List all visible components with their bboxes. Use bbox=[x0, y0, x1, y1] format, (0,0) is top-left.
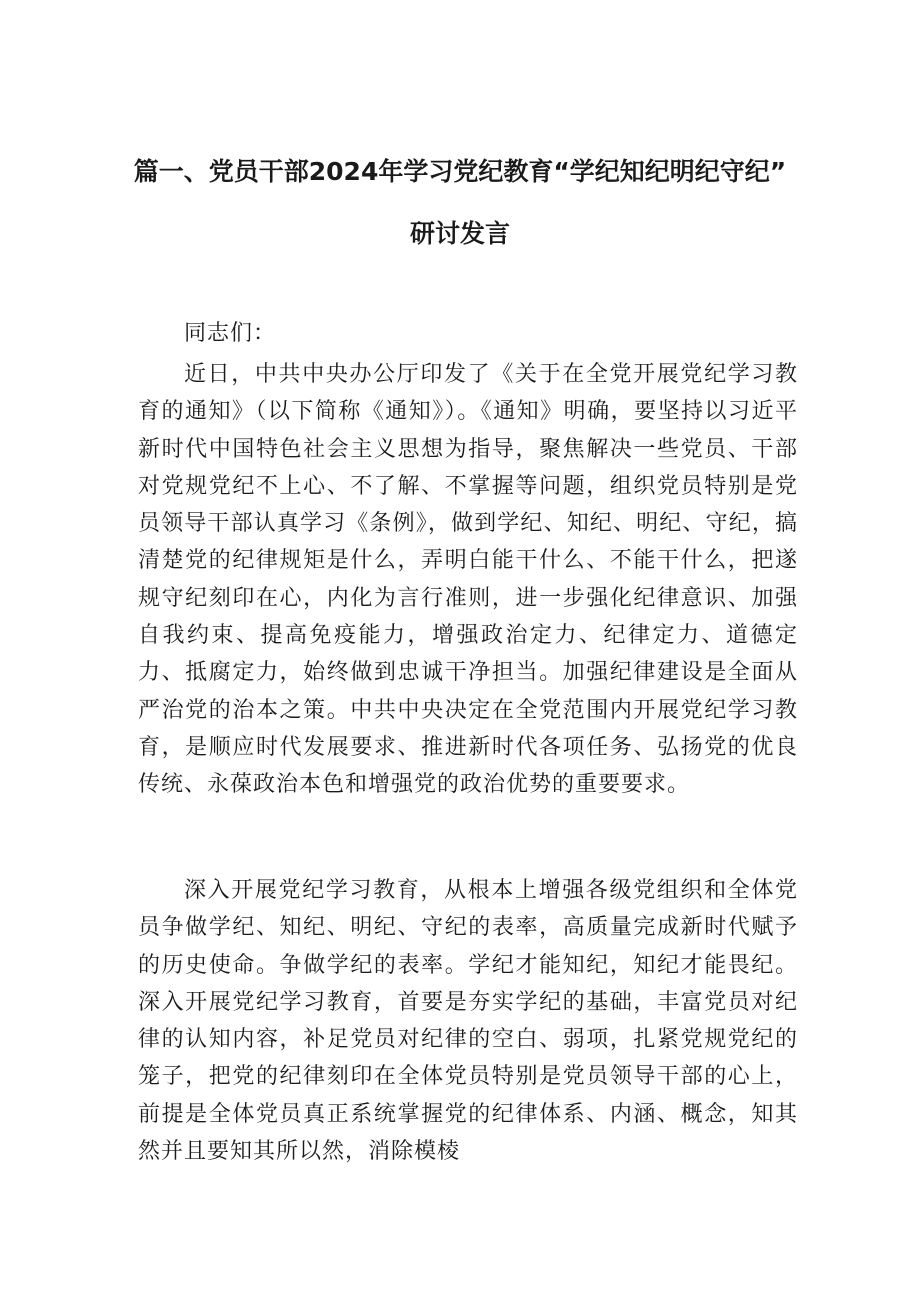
document-title-line-2: 研讨发言 bbox=[409, 219, 510, 248]
body-paragraph-2 bbox=[138, 872, 798, 1170]
document-title-line-1: 篇一、党员干部2024年学习党纪教育“学纪知纪明纪守纪” bbox=[133, 157, 787, 186]
body-paragraph-1 bbox=[138, 356, 798, 804]
paragraph-text: 深入开展党纪学习教育，从根本上增强各级党组织和全体党员争做学纪、知纪、明纪、守纪的表率，高质量完成新时代赋予的历史使命。争做学纪的表率。学纪才能知纪，知纪才能畏纪。深入开展党纪学习教育，首要是夯实学纪的基础，丰富党员对纪律的认知内容，补足党员对纪律的空白、弱项，扎紧党规党纪的笼子，把党的纪律刻印在全体党员特别是党员领导干部的心上，前提是全体党员真正系统掌握党的纪律体系、内涵、概念，知其然并且要知其所以然，消除模棱 bbox=[138, 878, 798, 1165]
paragraph-text: 近日，中共中央办公厅印发了《关于在全党开展党纪学习教育的通知》（以下简称《通知》）。《通知》明确，要坚持以习近平新时代中国特色社会主义思想为指导，聚焦解决一些党员、干部对党规党纪不上心、不了解、不掌握等问题，组织党员特别是党员领导干部认真学习《条例》，做到学纪、知纪、明纪、守纪，搞清楚党的纪律规矩是什么，弄明白能干什么、不能干什么，把遂规守纪刻印在心，内化为言行准则，进一步强化纪律意识、加强自我约束、提高免疫能力，增强政治定力、纪律定力、道德定力、抵腐定力，始终做到忠诚干净担当。加强纪律建设是全面从严治党的治本之策。中共中央决定在全党范围内开展党纪学习教育，是顺应时代发展要求、推进新时代各项任务、弘扬党的优良传统、永葆政治本色和增强党的政治优势的重要要求。 bbox=[138, 362, 798, 798]
salutation: 同志们： bbox=[184, 321, 277, 346]
